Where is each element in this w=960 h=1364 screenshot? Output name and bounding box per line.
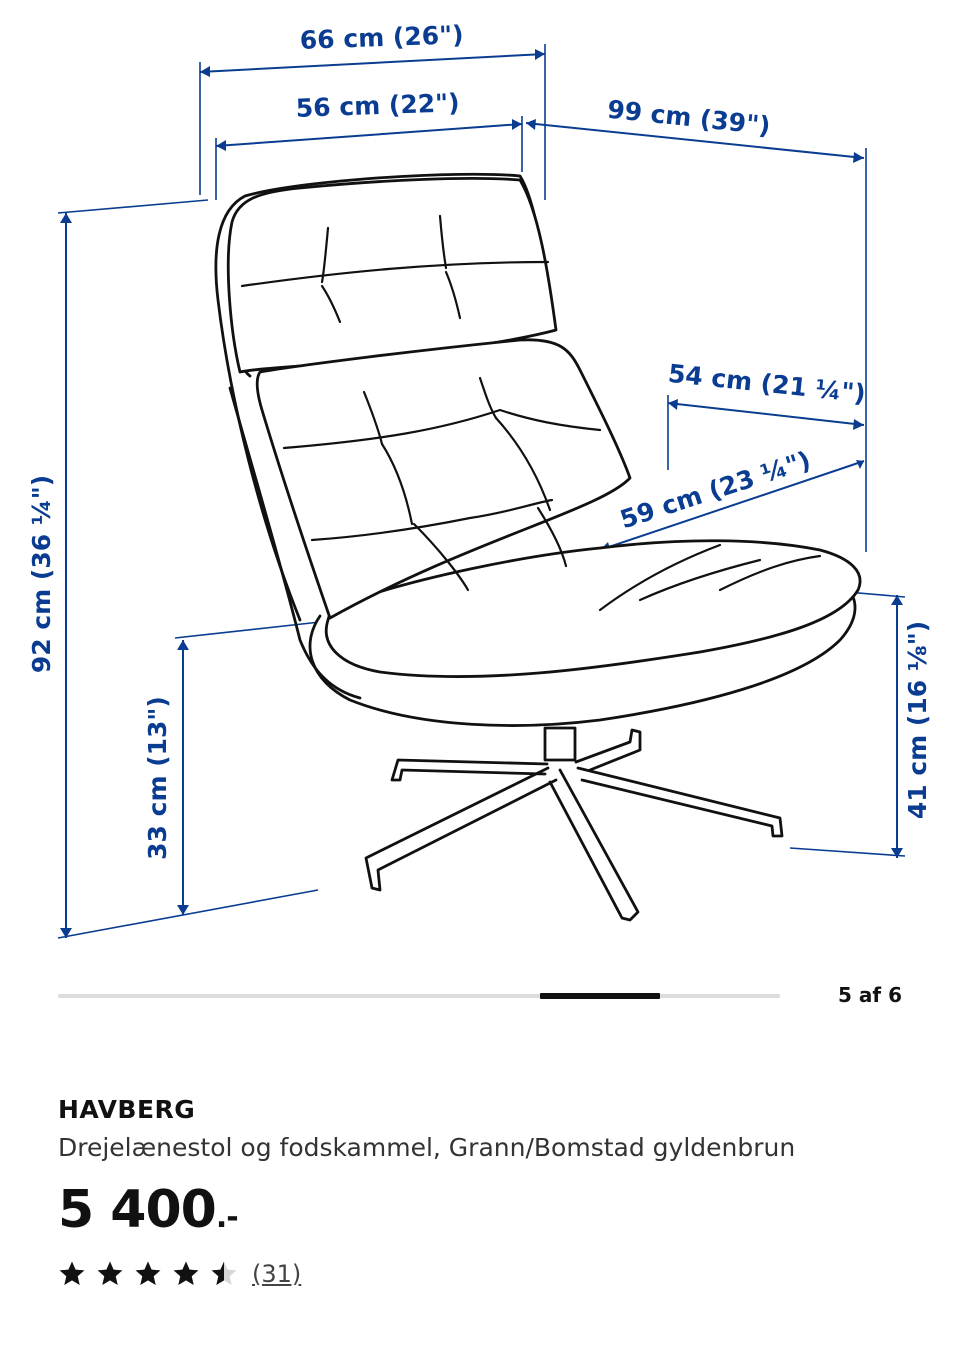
dimension-seat-depth-outer: 54 cm (21 ¼") [666, 358, 868, 409]
dimension-depth: 99 cm (39") [605, 94, 772, 141]
dimension-height: 92 cm (36 ¼") [27, 474, 56, 674]
star-full-icon [58, 1260, 86, 1288]
gallery-scrollbar[interactable] [58, 994, 780, 998]
gallery-scrollbar-thumb[interactable] [540, 993, 660, 999]
dimension-total-width: 66 cm (26") [299, 20, 465, 55]
dimension-armrest-height: 33 cm (13") [143, 696, 172, 860]
rating-stars [58, 1260, 238, 1288]
price-suffix: .- [215, 1200, 238, 1235]
product-price [58, 1180, 238, 1240]
dimension-seat-height: 41 cm (16 ⅛") [903, 620, 932, 820]
star-full-icon [172, 1260, 200, 1288]
product-rating[interactable] [58, 1254, 301, 1294]
star-half-icon [210, 1260, 238, 1288]
review-count-link[interactable]: (31) [252, 1260, 302, 1288]
star-full-icon [134, 1260, 162, 1288]
product-name: HAVBERG [58, 1095, 196, 1124]
star-full-icon [96, 1260, 124, 1288]
dimension-seat-depth-inner: 59 cm (23 ¼") [616, 445, 815, 535]
price-value: 5 400 [58, 1180, 216, 1240]
product-description: Drejelænestol og fodskammel, Grann/Bomstad gyldenbrun [58, 1133, 796, 1162]
gallery-counter: 5 af 6 [838, 983, 902, 1007]
chair-illustration [216, 174, 860, 920]
dimension-seat-width: 56 cm (22") [295, 88, 461, 123]
